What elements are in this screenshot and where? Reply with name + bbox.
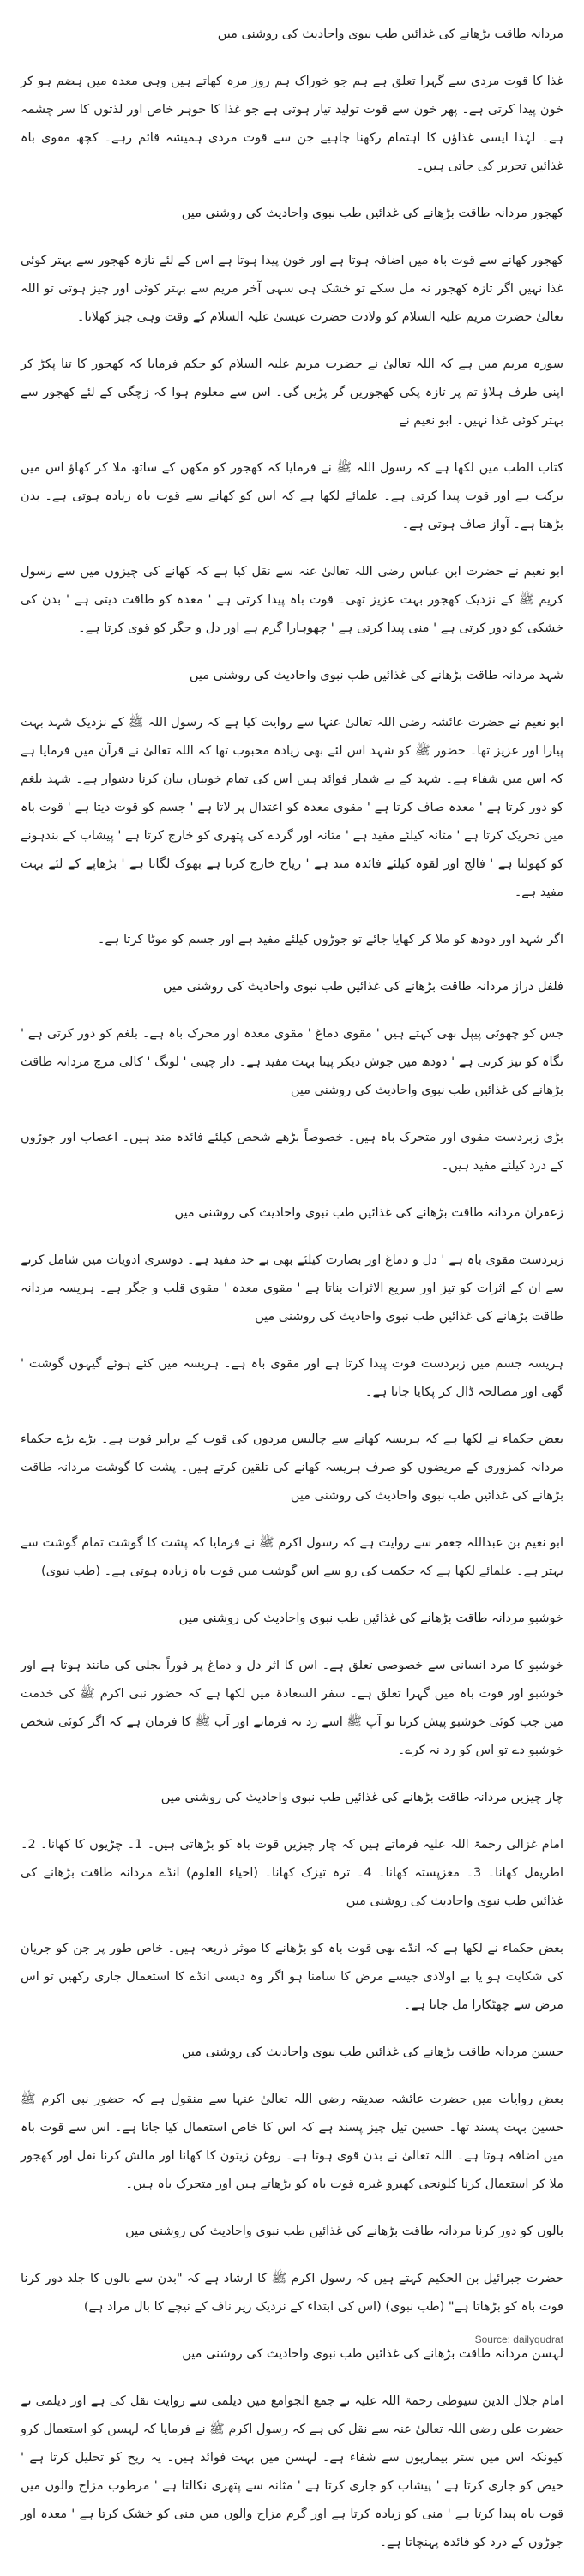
paragraph: خوشبو کا مرد انسانی سے خصوصی تعلق ہے۔ اس کا اثر دل و دماغ پر فوراً بجلی کی مانند ہوتا ہے اور خوشبو اور قوت باہ میں گہرا تعلق ہے۔ سفر السعادۃ میں لکھا ہے کہ حضور نبی اکرم ﷺ کی خدمت میں جب کوئی خوشبو پیش کرتا تو آپ ﷺ اسے رد نہ فرماتے اور آپ ﷺ کا فرمان ہے کہ اگر کوئی شخص خوشبو دے تو اس کو رد نہ کرے۔ — [21, 1659, 563, 1757]
section-heading: حسین مردانہ طاقت بڑھانے کی غذائیں طب نبوی واحادیث کی روشنی میں — [181, 2045, 563, 2059]
source-credit: Source: dailyqudrat — [474, 2333, 563, 2345]
paragraph: کھجور کھانے سے قوت باہ میں اضافہ ہوتا ہے اور خون پیدا ہوتا ہے اس کے لئے تازہ کھجور سے بہتر کوئی غذا نہیں اگر تازہ کھجور نہ مل سکے تو خشک ہی سہی آخر مریم سے بہتر کوئی اور چیز ہوتی تو اللہ تعالیٰ حضرت مریم علیہ السلام کو ولادت حضرت عیسیٰ علیہ السلام کے وقت وہی چیز کھلاتا۔ — [21, 254, 563, 324]
intro-paragraph: مردانہ طاقت بڑھانے کی غذائیں طب نبوی واحادیث کی روشنی میں — [217, 27, 563, 41]
article — [21, 21, 563, 2576]
paragraph: ہریسہ جسم میں زبردست قوت پیدا کرتا ہے اور مقوی باہ ہے۔ ہریسہ میں کئے ہوئے گیہوں گوشت ' گھی اور مصالحہ ڈال کر پکایا جاتا ہے۔ — [21, 1357, 563, 1399]
paragraph: اگر شہد اور دودھ کو ملا کر کھایا جائے تو جوڑوں کیلئے مفید ہے اور جسم کو موٹا کرتا ہے۔ — [97, 933, 563, 946]
paragraph: کتاب الطب میں لکھا ہے کہ رسول اللہ ﷺ نے فرمایا کہ کھجور کو مکھن کے ساتھ ملا کر کھاؤ اس میں برکت ہے اور قوت پیدا کرتی ہے۔ علمائے لکھا ہے کہ اس کو کھانے سے قوت باہ زیادہ ہوتی ہے۔ بدن بڑھتا ہے۔ آواز صاف ہوتی ہے۔ — [21, 461, 563, 531]
paragraph: سورہ مریم میں ہے کہ اللہ تعالیٰ نے حضرت مریم علیہ السلام کو حکم فرمایا کہ کھجور کا تنا پکڑ کر اپنی طرف ہلاؤ تم پر تازہ پکی کھجوریں گر پڑیں گی۔ اس سے معلوم ہوا کہ زچگی کے لئے کھجور سے بہتر کوئی غذا نہیں۔ ابو نعیم نے — [21, 357, 563, 428]
section-heading: زعفران مردانہ طاقت بڑھانے کی غذائیں طب نبوی واحادیث کی روشنی میں — [174, 1206, 563, 1220]
paragraph: بعض حکماء نے لکھا ہے کہ انڈے بھی قوت باہ کو بڑھانے کا موثر ذریعہ ہیں۔ خاص طور پر جن کو جریان کی شکایت ہو یا بے اولادی جیسے مرض کا سامنا ہو اگر وہ دیسی انڈے کا استعمال جاری رکھیں تو اس مرض سے چھٹکارا مل جاتا ہے۔ — [21, 1942, 563, 2012]
paragraph: بڑی زبردست مقوی اور متحرک باہ ہیں۔ خصوصاً بڑھے شخص کیلئے فائدہ مند ہیں۔ اعصاب اور جوڑوں کے درد کیلئے مفید ہیں۔ — [21, 1131, 563, 1173]
paragraph: ابو نعیم نے حضرت عائشہ رضی اللہ تعالیٰ عنہا سے روایت کیا ہے کہ رسول اللہ ﷺ کے نزدیک شہد بہت پیارا اور عزیز تھا۔ حضور ﷺ کو شہد اس لئے بھی زیادہ محبوب تھا کہ اللہ تعالیٰ نے قرآن میں فرمایا ہے کہ اس میں شفاء ہے۔ شہد کے بے شمار فوائد ہیں اس کی تمام خوبیاں بیان کرنا دشوار ہے۔ شہد بلغم کو دور کرتا ہے ' معدہ صاف کرتا ہے ' مقوی معدہ کو اعتدال پر لاتا ہے ' جسم کو قوت دیتا ہے ' قوت باہ میں تحریک کرتا ہے ' مثانہ کیلئے مفید ہے ' مثانہ اور گردے کی پتھری کو خارج کرتا ہے ' پیشاب کے بندہونے کو کھولتا ہے ' فالج اور لقوہ کیلئے فائدہ مند ہے ' ریاح خارج کرتا ہے بھوک لگاتا ہے ' بڑھاپے کے لئے بہت مفید ہے۔ — [21, 716, 563, 899]
paragraph: امام غزالی رحمۃ اللہ علیہ فرماتے ہیں کہ چار چیزیں قوت باہ کو بڑھاتی ہیں۔ 1۔ چڑیوں کا کھانا۔ 2۔ اطریفل کھانا۔ 3۔ مغزپستہ کھانا۔ 4۔ ترہ تیزک کھانا۔ (احیاء العلوم) انڈے مردانہ طاقت بڑھانے کی غذائیں طب نبوی واحادیث کی روشنی میں — [21, 1838, 563, 1908]
paragraph: ابو نعیم نے حضرت ابن عباس رضی اللہ تعالیٰ عنہ سے نقل کیا ہے کہ کھانے کی چیزوں میں سے رسول کریم ﷺ کے نزدیک کھجور بہت عزیز تھی۔ قوت باہ پیدا کرتی ہے ' معدہ کو طاقت دیتی ہے ' بدن کی خشکی کو دور کرتی ہے ' منی پیدا کرتی ہے ' چھوہارا گرم ہے اور دل و جگر کو قوی کرتا ہے۔ — [21, 565, 563, 635]
paragraph: ابو نعیم بن عبداللہ جعفر سے روایت ہے کہ رسول اکرم ﷺ نے فرمایا کہ پشت کا گوشت تمام گوشت سے بہتر ہے۔ علمائے لکھا ہے کہ حکمت کی رو سے اس گوشت میں قوت باہ زیادہ ہوتی ہے۔ (طب نبوی) — [21, 1536, 563, 1578]
paragraph: حضرت جبرائیل بن الحکیم کہتے ہیں کہ رسول اکرم ﷺ کا ارشاد ہے کہ "بدن سے بالوں کا جلد دور کرنا قوت باہ کو بڑھاتا ہے" (طب نبوی) (اس کی ابتداء کے نزدیک زیر ناف کے نیچے کا بال مراد ہے) — [21, 2272, 563, 2314]
section-heading: شہد مردانہ طاقت بڑھانے کی غذائیں طب نبوی واحادیث کی روشنی میں — [189, 669, 563, 682]
paragraph: زبردست مقوی باہ ہے ' دل و دماغ اور بصارت کیلئے بھی بے حد مفید ہے۔ دوسری ادویات میں شامل کرنے سے ان کے اثرات کو تیز اور سریع الاثرات بناتا ہے ' مقوی معدہ ' مقوی قلب و جگر ہے۔ ہریسہ مردانہ طاقت بڑھانے کی غذائیں طب نبوی واحادیث کی روشنی میں — [21, 1253, 563, 1324]
section-heading: لہسن مردانہ طاقت بڑھانے کی غذائیں طب نبوی واحادیث کی روشنی میں — [182, 2347, 563, 2361]
paragraph: امام جلال الدین سیوطی رحمۃ اللہ علیہ نے جمع الجوامع میں دیلمی سے روایت نقل کی ہے اور دیلمی نے حضرت علی رضی اللہ تعالیٰ عنہ سے نقل کی ہے کہ رسول اکرم ﷺ نے فرمایا کہ لہسن کو استعمال کرو کیونکہ اس میں ستر بیماریوں سے شفاء ہے۔ لہسن میں بہت فوائد ہیں۔ یہ ریح کو تحلیل کرتا ہے ' حیض کو جاری کرتا ہے ' پیشاب کو جاری کرتا ہے ' مثانہ سے پتھری نکالتا ہے ' مرطوب مزاج والوں میں قوت باہ پیدا کرتا ہے ' منی کو زیادہ کرتا ہے اور گرم مزاج والوں میں منی کو خشک کرتا ہے ' معدہ اور جوڑوں کے درد کو فائدہ پہنچاتا ہے۔ — [21, 2394, 563, 2549]
section-heading: فلفل دراز مردانہ طاقت بڑھانے کی غذائیں طب نبوی واحادیث کی روشنی میں — [162, 980, 563, 994]
section-heading: خوشبو مردانہ طاقت بڑھانے کی غذائیں طب نبوی واحادیث کی روشنی میں — [178, 1612, 563, 1625]
paragraph: جس کو چھوٹی پیپل بھی کہتے ہیں ' مقوی دماغ ' مقوی معدہ اور محرک باہ ہے۔ بلغم کو دور کرتی ہے ' نگاہ کو تیز کرتی ہے ' دودھ میں جوش دیکر پینا بہت مفید ہے۔ دار چینی ' لونگ ' کالی مرچ مردانہ طاقت بڑھانے کی غذائیں طب نبوی واحادیث کی روشنی میں — [21, 1027, 563, 1097]
paragraph: بعض روایات میں حضرت عائشہ صدیقہ رضی اللہ تعالیٰ عنہا سے منقول ہے کہ حضور نبی اکرم ﷺ حسین بہت پسند تھا۔ حسین تیل چیز پسند ہے کہ اس کا خاص استعمال کیا جاتا ہے۔ اس سے قوت باہ میں اضافہ ہوتا ہے۔ اللہ تعالیٰ نے بدن قوی ہوتا ہے۔ روغن زیتون کا کھانا اور مالش کرنا نقل اور کھجور ملا کر استعمال کرنا کلونجی کھیرو غیرہ قوت باہ کو بڑھاتے ہیں اور متحرک باہ ہیں۔ — [21, 2093, 563, 2191]
section-heading: کھجور مردانہ طاقت بڑھانے کی غذائیں طب نبوی واحادیث کی روشنی میں — [181, 207, 563, 220]
paragraph: غذا کا قوت مردی سے گہرا تعلق ہے ہم جو خوراک ہم روز مرہ کھاتے ہیں وہی معدہ میں ہضم ہو کر خون پیدا کرتی ہے۔ پھر خون سے قوت تولید تیار ہوتی ہے جو غذا کا جوہر خاص اور لذتوں کا سر چشمہ ہے۔ لہٰذا ایسی غذاؤں کا اہتمام رکھنا چاہیے جن سے قوت مردی ہمیشہ قائم رہے۔ کچھ مقوی باہ غذائیں تحریر کی جاتی ہیں۔ — [21, 75, 563, 173]
section-heading: چار چیزیں مردانہ طاقت بڑھانے کی غذائیں طب نبوی واحادیث کی روشنی میں — [160, 1791, 563, 1804]
section-heading: بالوں کو دور کرنا مردانہ طاقت بڑھانے کی غذائیں طب نبوی واحادیث کی روشنی میں — [125, 2225, 563, 2238]
paragraph: بعض حکماء نے لکھا ہے کہ ہریسہ کھانے سے چالیس مردوں کی قوت کے برابر قوت ہے۔ بڑے بڑے حکماء مردانہ کمزوری کے مریضوں کو صرف ہریسہ کھانے کی تلقین کرتے ہیں۔ پشت کا گوشت مردانہ طاقت بڑھانے کی غذائیں طب نبوی واحادیث کی روشنی میں — [21, 1432, 563, 1503]
